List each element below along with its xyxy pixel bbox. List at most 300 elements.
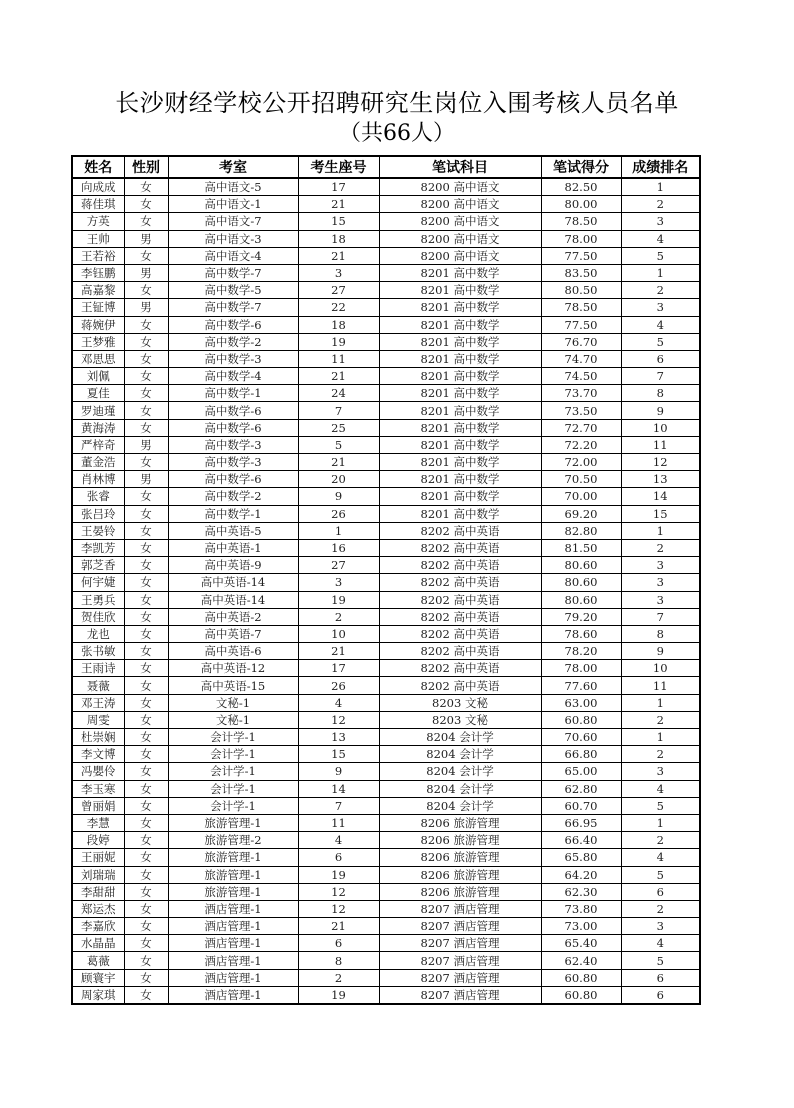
cell-name: 聂薇: [72, 677, 124, 694]
cell-seat-number: 11: [298, 814, 379, 831]
table-row: [72, 539, 700, 556]
cell-written-score: 80.60: [541, 591, 621, 608]
table-row: [72, 316, 700, 333]
cell-rank: 9: [621, 643, 700, 660]
table-row: [72, 505, 700, 522]
cell-rank: 3: [621, 918, 700, 935]
cell-exam-subject: 8202 高中英语: [379, 660, 541, 677]
cell-exam-room: 文秘-1: [168, 694, 298, 711]
cell-exam-room: 文秘-1: [168, 711, 298, 728]
cell-name: 龙也: [72, 625, 124, 642]
cell-written-score: 63.00: [541, 694, 621, 711]
cell-exam-room: 高中英语-7: [168, 625, 298, 642]
cell-name: 李钰鹏: [72, 264, 124, 281]
cell-written-score: 73.70: [541, 385, 621, 402]
cell-written-score: 70.60: [541, 729, 621, 746]
table-row: [72, 454, 700, 471]
cell-name: 李玉寒: [72, 780, 124, 797]
cell-rank: 9: [621, 402, 700, 419]
table-row: [72, 557, 700, 574]
table-row: [72, 436, 700, 453]
cell-name: 周雯: [72, 711, 124, 728]
cell-exam-subject: 8202 高中英语: [379, 539, 541, 556]
cell-exam-subject: 8207 酒店管理: [379, 969, 541, 986]
cell-exam-subject: 8202 高中英语: [379, 643, 541, 660]
cell-gender: 女: [124, 608, 168, 625]
cell-exam-room: 酒店管理-1: [168, 900, 298, 917]
cell-seat-number: 10: [298, 625, 379, 642]
cell-written-score: 72.00: [541, 454, 621, 471]
cell-gender: 女: [124, 539, 168, 556]
cell-written-score: 62.80: [541, 780, 621, 797]
cell-rank: 7: [621, 368, 700, 385]
cell-exam-room: 酒店管理-1: [168, 986, 298, 1004]
cell-name: 严梓奇: [72, 436, 124, 453]
cell-written-score: 78.20: [541, 643, 621, 660]
cell-gender: 女: [124, 797, 168, 814]
cell-exam-subject: 8206 旅游管理: [379, 849, 541, 866]
cell-rank: 2: [621, 746, 700, 763]
cell-name: 王勇兵: [72, 591, 124, 608]
cell-seat-number: 21: [298, 196, 379, 213]
cell-written-score: 82.80: [541, 522, 621, 539]
table-row: [72, 213, 700, 230]
cell-written-score: 73.80: [541, 900, 621, 917]
cell-seat-number: 19: [298, 591, 379, 608]
cell-seat-number: 12: [298, 883, 379, 900]
cell-written-score: 60.80: [541, 711, 621, 728]
cell-gender: 女: [124, 660, 168, 677]
cell-exam-room: 旅游管理-1: [168, 883, 298, 900]
cell-seat-number: 7: [298, 797, 379, 814]
cell-name: 邓王涛: [72, 694, 124, 711]
cell-name: 张书敏: [72, 643, 124, 660]
cell-written-score: 65.00: [541, 763, 621, 780]
cell-written-score: 80.00: [541, 196, 621, 213]
cell-exam-room: 高中英语-1: [168, 539, 298, 556]
cell-rank: 3: [621, 763, 700, 780]
cell-seat-number: 6: [298, 849, 379, 866]
cell-written-score: 70.00: [541, 488, 621, 505]
cell-exam-subject: 8201 高中数学: [379, 419, 541, 436]
cell-seat-number: 27: [298, 282, 379, 299]
cell-seat-number: 18: [298, 230, 379, 247]
cell-exam-subject: 8201 高中数学: [379, 505, 541, 522]
cell-rank: 3: [621, 213, 700, 230]
cell-rank: 11: [621, 436, 700, 453]
cell-exam-room: 高中英语-14: [168, 591, 298, 608]
table-row: [72, 746, 700, 763]
cell-seat-number: 3: [298, 264, 379, 281]
cell-gender: 男: [124, 471, 168, 488]
table-row: [72, 952, 700, 969]
table-row: [72, 694, 700, 711]
cell-written-score: 78.00: [541, 660, 621, 677]
cell-rank: 6: [621, 986, 700, 1004]
table-row: [72, 591, 700, 608]
cell-exam-subject: 8202 高中英语: [379, 557, 541, 574]
cell-name: 王梦雅: [72, 333, 124, 350]
cell-rank: 4: [621, 935, 700, 952]
cell-gender: 女: [124, 196, 168, 213]
cell-written-score: 66.80: [541, 746, 621, 763]
cell-written-score: 77.50: [541, 247, 621, 264]
table-body: [72, 178, 700, 1004]
cell-name: 李凯芳: [72, 539, 124, 556]
cell-rank: 8: [621, 385, 700, 402]
cell-seat-number: 8: [298, 952, 379, 969]
cell-exam-subject: 8201 高中数学: [379, 282, 541, 299]
cell-seat-number: 19: [298, 866, 379, 883]
cell-gender: 男: [124, 264, 168, 281]
cell-seat-number: 21: [298, 368, 379, 385]
cell-exam-subject: 8201 高中数学: [379, 350, 541, 367]
cell-exam-subject: 8204 会计学: [379, 729, 541, 746]
cell-written-score: 64.20: [541, 866, 621, 883]
cell-written-score: 77.60: [541, 677, 621, 694]
cell-seat-number: 9: [298, 488, 379, 505]
cell-written-score: 62.30: [541, 883, 621, 900]
cell-exam-room: 高中数学-7: [168, 299, 298, 316]
cell-name: 方英: [72, 213, 124, 230]
table-row: [72, 935, 700, 952]
cell-rank: 8: [621, 625, 700, 642]
cell-seat-number: 4: [298, 694, 379, 711]
cell-exam-room: 高中数学-3: [168, 454, 298, 471]
cell-seat-number: 1: [298, 522, 379, 539]
cell-exam-subject: 8200 高中语文: [379, 247, 541, 264]
cell-exam-room: 会计学-1: [168, 763, 298, 780]
table-row: [72, 402, 700, 419]
cell-name: 段婷: [72, 832, 124, 849]
cell-exam-room: 高中数学-2: [168, 488, 298, 505]
table-row: [72, 522, 700, 539]
cell-exam-room: 会计学-1: [168, 729, 298, 746]
cell-name: 蒋婉伊: [72, 316, 124, 333]
cell-seat-number: 19: [298, 333, 379, 350]
cell-exam-subject: 8201 高中数学: [379, 264, 541, 281]
cell-written-score: 80.60: [541, 574, 621, 591]
cell-name: 王丽妮: [72, 849, 124, 866]
table-row: [72, 350, 700, 367]
cell-seat-number: 12: [298, 711, 379, 728]
cell-gender: 女: [124, 247, 168, 264]
cell-written-score: 60.80: [541, 986, 621, 1004]
cell-name: 邓思思: [72, 350, 124, 367]
cell-seat-number: 15: [298, 213, 379, 230]
cell-gender: 女: [124, 677, 168, 694]
cell-gender: 女: [124, 780, 168, 797]
cell-rank: 2: [621, 711, 700, 728]
cell-name: 肖林博: [72, 471, 124, 488]
cell-exam-room: 高中语文-7: [168, 213, 298, 230]
cell-rank: 15: [621, 505, 700, 522]
table-row: [72, 814, 700, 831]
cell-rank: 2: [621, 832, 700, 849]
table-row: [72, 247, 700, 264]
cell-seat-number: 25: [298, 419, 379, 436]
cell-exam-subject: 8204 会计学: [379, 746, 541, 763]
cell-exam-room: 高中数学-3: [168, 350, 298, 367]
cell-exam-room: 高中数学-5: [168, 282, 298, 299]
cell-written-score: 78.50: [541, 213, 621, 230]
cell-name: 何宇婕: [72, 574, 124, 591]
header-exam-room: 考室: [168, 156, 298, 178]
cell-name: 周家琪: [72, 986, 124, 1004]
header-written-score: 笔试得分: [541, 156, 621, 178]
cell-rank: 2: [621, 282, 700, 299]
cell-exam-subject: 8201 高中数学: [379, 385, 541, 402]
cell-name: 董金浩: [72, 454, 124, 471]
table-row: [72, 918, 700, 935]
cell-rank: 6: [621, 350, 700, 367]
cell-gender: 女: [124, 557, 168, 574]
cell-written-score: 65.80: [541, 849, 621, 866]
cell-name: 李甜甜: [72, 883, 124, 900]
cell-gender: 女: [124, 591, 168, 608]
cell-written-score: 60.80: [541, 969, 621, 986]
cell-rank: 10: [621, 660, 700, 677]
cell-rank: 1: [621, 694, 700, 711]
cell-exam-subject: 8206 旅游管理: [379, 832, 541, 849]
cell-name: 张睿: [72, 488, 124, 505]
table-row: [72, 832, 700, 849]
cell-gender: 女: [124, 711, 168, 728]
cell-gender: 女: [124, 505, 168, 522]
cell-gender: 女: [124, 866, 168, 883]
cell-exam-room: 高中数学-6: [168, 471, 298, 488]
cell-gender: 女: [124, 454, 168, 471]
cell-rank: 1: [621, 522, 700, 539]
cell-rank: 5: [621, 797, 700, 814]
cell-seat-number: 7: [298, 402, 379, 419]
table-row: [72, 797, 700, 814]
table-row: [72, 729, 700, 746]
cell-rank: 5: [621, 247, 700, 264]
cell-written-score: 81.50: [541, 539, 621, 556]
cell-seat-number: 18: [298, 316, 379, 333]
table-row: [72, 385, 700, 402]
table-row: [72, 677, 700, 694]
cell-seat-number: 21: [298, 454, 379, 471]
cell-seat-number: 6: [298, 935, 379, 952]
cell-rank: 3: [621, 299, 700, 316]
cell-rank: 4: [621, 849, 700, 866]
cell-name: 蒋佳琪: [72, 196, 124, 213]
cell-seat-number: 16: [298, 539, 379, 556]
cell-gender: 女: [124, 952, 168, 969]
cell-name: 郭芝香: [72, 557, 124, 574]
cell-exam-room: 酒店管理-1: [168, 918, 298, 935]
cell-exam-room: 高中语文-3: [168, 230, 298, 247]
table-row: [72, 763, 700, 780]
cell-written-score: 69.20: [541, 505, 621, 522]
table-row: [72, 883, 700, 900]
cell-exam-room: 高中数学-6: [168, 316, 298, 333]
cell-gender: 女: [124, 316, 168, 333]
table-row: [72, 986, 700, 1004]
cell-exam-subject: 8207 酒店管理: [379, 900, 541, 917]
cell-rank: 2: [621, 539, 700, 556]
cell-gender: 女: [124, 849, 168, 866]
cell-name: 杜崇娴: [72, 729, 124, 746]
cell-exam-subject: 8201 高中数学: [379, 488, 541, 505]
cell-exam-room: 高中英语-2: [168, 608, 298, 625]
cell-written-score: 62.40: [541, 952, 621, 969]
cell-exam-subject: 8204 会计学: [379, 763, 541, 780]
table-row: [72, 711, 700, 728]
cell-gender: 女: [124, 282, 168, 299]
cell-exam-room: 酒店管理-1: [168, 935, 298, 952]
cell-exam-subject: 8207 酒店管理: [379, 952, 541, 969]
cell-gender: 女: [124, 574, 168, 591]
cell-written-score: 73.50: [541, 402, 621, 419]
cell-written-score: 80.60: [541, 557, 621, 574]
table-row: [72, 230, 700, 247]
header-seat-number: 考生座号: [298, 156, 379, 178]
table-row: [72, 282, 700, 299]
cell-seat-number: 4: [298, 832, 379, 849]
cell-rank: 3: [621, 591, 700, 608]
cell-exam-subject: 8202 高中英语: [379, 677, 541, 694]
cell-gender: 女: [124, 213, 168, 230]
cell-name: 王帅: [72, 230, 124, 247]
cell-written-score: 70.50: [541, 471, 621, 488]
cell-exam-subject: 8200 高中语文: [379, 213, 541, 230]
cell-name: 冯嬰伶: [72, 763, 124, 780]
cell-gender: 男: [124, 230, 168, 247]
cell-exam-room: 高中英语-5: [168, 522, 298, 539]
cell-gender: 女: [124, 832, 168, 849]
cell-exam-subject: 8206 旅游管理: [379, 814, 541, 831]
cell-rank: 5: [621, 333, 700, 350]
cell-rank: 4: [621, 230, 700, 247]
cell-exam-room: 旅游管理-2: [168, 832, 298, 849]
cell-exam-subject: 8202 高中英语: [379, 625, 541, 642]
cell-exam-room: 高中英语-9: [168, 557, 298, 574]
cell-rank: 7: [621, 608, 700, 625]
cell-rank: 4: [621, 316, 700, 333]
cell-name: 张吕玲: [72, 505, 124, 522]
cell-gender: 女: [124, 729, 168, 746]
cell-seat-number: 5: [298, 436, 379, 453]
cell-exam-subject: 8207 酒店管理: [379, 986, 541, 1004]
cell-name: 刘瑞瑞: [72, 866, 124, 883]
cell-rank: 5: [621, 866, 700, 883]
cell-rank: 6: [621, 969, 700, 986]
cell-written-score: 74.50: [541, 368, 621, 385]
header-exam-subject: 笔试科目: [379, 156, 541, 178]
cell-exam-subject: 8206 旅游管理: [379, 883, 541, 900]
cell-written-score: 82.50: [541, 178, 621, 196]
cell-seat-number: 2: [298, 608, 379, 625]
cell-seat-number: 19: [298, 986, 379, 1004]
cell-exam-room: 高中英语-14: [168, 574, 298, 591]
cell-written-score: 72.70: [541, 419, 621, 436]
table-row: [72, 299, 700, 316]
cell-written-score: 76.70: [541, 333, 621, 350]
cell-exam-subject: 8201 高中数学: [379, 299, 541, 316]
cell-rank: 4: [621, 780, 700, 797]
document-subtitle: （共66人）: [339, 121, 455, 146]
cell-name: 水晶晶: [72, 935, 124, 952]
cell-exam-subject: 8207 酒店管理: [379, 918, 541, 935]
cell-written-score: 66.40: [541, 832, 621, 849]
cell-exam-room: 旅游管理-1: [168, 849, 298, 866]
cell-name: 曾丽娟: [72, 797, 124, 814]
cell-name: 李慧: [72, 814, 124, 831]
cell-gender: 女: [124, 178, 168, 196]
cell-written-score: 73.00: [541, 918, 621, 935]
cell-exam-subject: 8206 旅游管理: [379, 866, 541, 883]
cell-exam-subject: 8201 高中数学: [379, 368, 541, 385]
cell-seat-number: 26: [298, 505, 379, 522]
cell-gender: 男: [124, 436, 168, 453]
cell-exam-room: 高中英语-15: [168, 677, 298, 694]
cell-written-score: 60.70: [541, 797, 621, 814]
cell-gender: 女: [124, 488, 168, 505]
cell-written-score: 78.00: [541, 230, 621, 247]
cell-exam-room: 高中数学-7: [168, 264, 298, 281]
cell-seat-number: 2: [298, 969, 379, 986]
cell-rank: 6: [621, 883, 700, 900]
cell-exam-room: 旅游管理-1: [168, 814, 298, 831]
cell-name: 王钲博: [72, 299, 124, 316]
cell-gender: 女: [124, 522, 168, 539]
cell-seat-number: 17: [298, 660, 379, 677]
header-rank: 成绩排名: [621, 156, 700, 178]
cell-exam-subject: 8204 会计学: [379, 780, 541, 797]
cell-exam-room: 高中数学-1: [168, 505, 298, 522]
cell-seat-number: 21: [298, 918, 379, 935]
cell-exam-room: 高中数学-3: [168, 436, 298, 453]
cell-rank: 12: [621, 454, 700, 471]
cell-seat-number: 14: [298, 780, 379, 797]
cell-seat-number: 20: [298, 471, 379, 488]
candidate-table: [71, 155, 701, 1005]
cell-exam-room: 会计学-1: [168, 797, 298, 814]
table-header-row: [72, 156, 700, 178]
cell-name: 李文博: [72, 746, 124, 763]
cell-exam-room: 高中数学-1: [168, 385, 298, 402]
cell-exam-subject: 8207 酒店管理: [379, 935, 541, 952]
cell-exam-room: 酒店管理-1: [168, 969, 298, 986]
table-row: [72, 660, 700, 677]
cell-rank: 1: [621, 729, 700, 746]
cell-seat-number: 12: [298, 900, 379, 917]
cell-rank: 2: [621, 196, 700, 213]
cell-rank: 13: [621, 471, 700, 488]
cell-name: 罗迪瑾: [72, 402, 124, 419]
cell-gender: 女: [124, 402, 168, 419]
cell-exam-subject: 8200 高中语文: [379, 178, 541, 196]
cell-exam-room: 高中语文-5: [168, 178, 298, 196]
table-row: [72, 419, 700, 436]
cell-exam-subject: 8202 高中英语: [379, 608, 541, 625]
cell-rank: 2: [621, 900, 700, 917]
table-row: [72, 969, 700, 986]
cell-gender: 女: [124, 350, 168, 367]
table-row: [72, 178, 700, 196]
cell-gender: 女: [124, 625, 168, 642]
cell-exam-subject: 8200 高中语文: [379, 196, 541, 213]
cell-exam-room: 酒店管理-1: [168, 952, 298, 969]
cell-seat-number: 17: [298, 178, 379, 196]
cell-written-score: 77.50: [541, 316, 621, 333]
cell-rank: 1: [621, 264, 700, 281]
cell-exam-subject: 8201 高中数学: [379, 316, 541, 333]
cell-written-score: 65.40: [541, 935, 621, 952]
